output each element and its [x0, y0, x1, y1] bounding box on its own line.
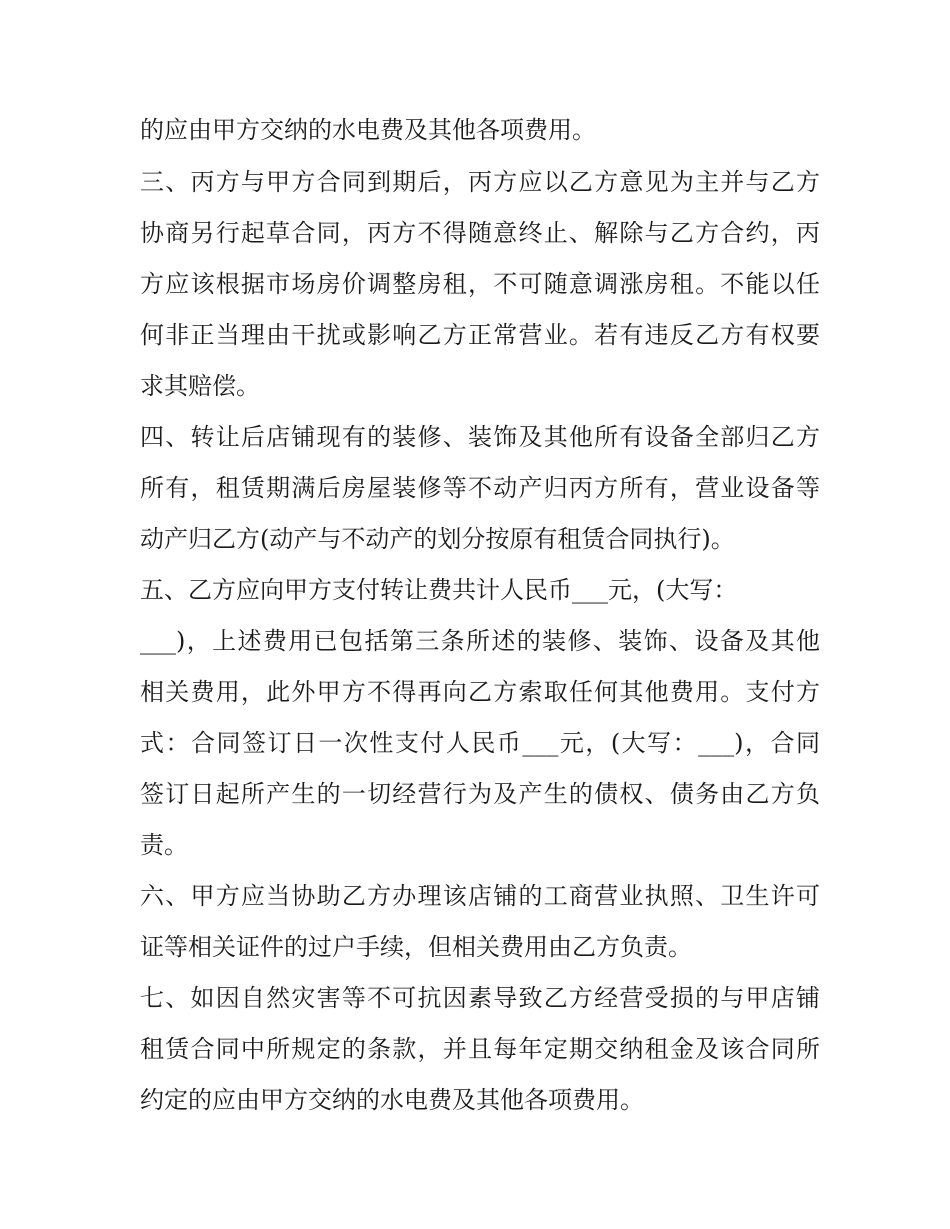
text-line: 所有，租赁期满后房屋装修等不动产归丙方所有，营业设备等 — [140, 474, 820, 502]
text-line: 租赁合同中所规定的条款，并且每年定期交纳租金及该合同所 — [140, 1035, 820, 1063]
text-line: 方应该根据市场房价调整房租，不可随意调涨房租。不能以任 — [140, 270, 820, 298]
text-line: 证等相关证件的过户手续，但相关费用由乙方负责。 — [140, 933, 692, 961]
text-line: 签订日起所产生的一切经营行为及产生的债权、债务由乙方负 — [140, 780, 820, 808]
text-line: 三、丙方与甲方合同到期后，丙方应以乙方意见为主并与乙方 — [140, 168, 820, 196]
text-line: 求其赔偿。 — [140, 372, 260, 400]
text-line: ___)，上述费用已包括第三条所述的装修、装饰、设备及其他 — [140, 627, 820, 655]
text-line: 五、乙方应向甲方支付转让费共计人民币___元，(大写： — [140, 576, 738, 604]
text-line: 动产归乙方(动产与不动产的划分按原有租赁合同执行)。 — [140, 525, 735, 553]
text-line: 协商另行起草合同，丙方不得随意终止、解除与乙方合约，丙 — [140, 219, 820, 247]
text-line: 式：合同签订日一次性支付人民币___元，(大写：___)，合同 — [140, 729, 820, 757]
text-line: 的应由甲方交纳的水电费及其他各项费用。 — [140, 116, 596, 144]
text-line: 何非正当理由干扰或影响乙方正常营业。若有违反乙方有权要 — [140, 321, 820, 349]
text-line: 六、甲方应当协助乙方办理该店铺的工商营业执照、卫生许可 — [140, 882, 820, 910]
text-line: 责。 — [140, 831, 188, 859]
text-line: 相关费用，此外甲方不得再向乙方索取任何其他费用。支付方 — [140, 678, 820, 706]
text-line: 约定的应由甲方交纳的水电费及其他各项费用。 — [140, 1086, 644, 1114]
text-line: 四、转让后店铺现有的装修、装饰及其他所有设备全部归乙方 — [140, 423, 820, 451]
text-line: 七、如因自然灾害等不可抗因素导致乙方经营受损的与甲店铺 — [140, 984, 820, 1012]
